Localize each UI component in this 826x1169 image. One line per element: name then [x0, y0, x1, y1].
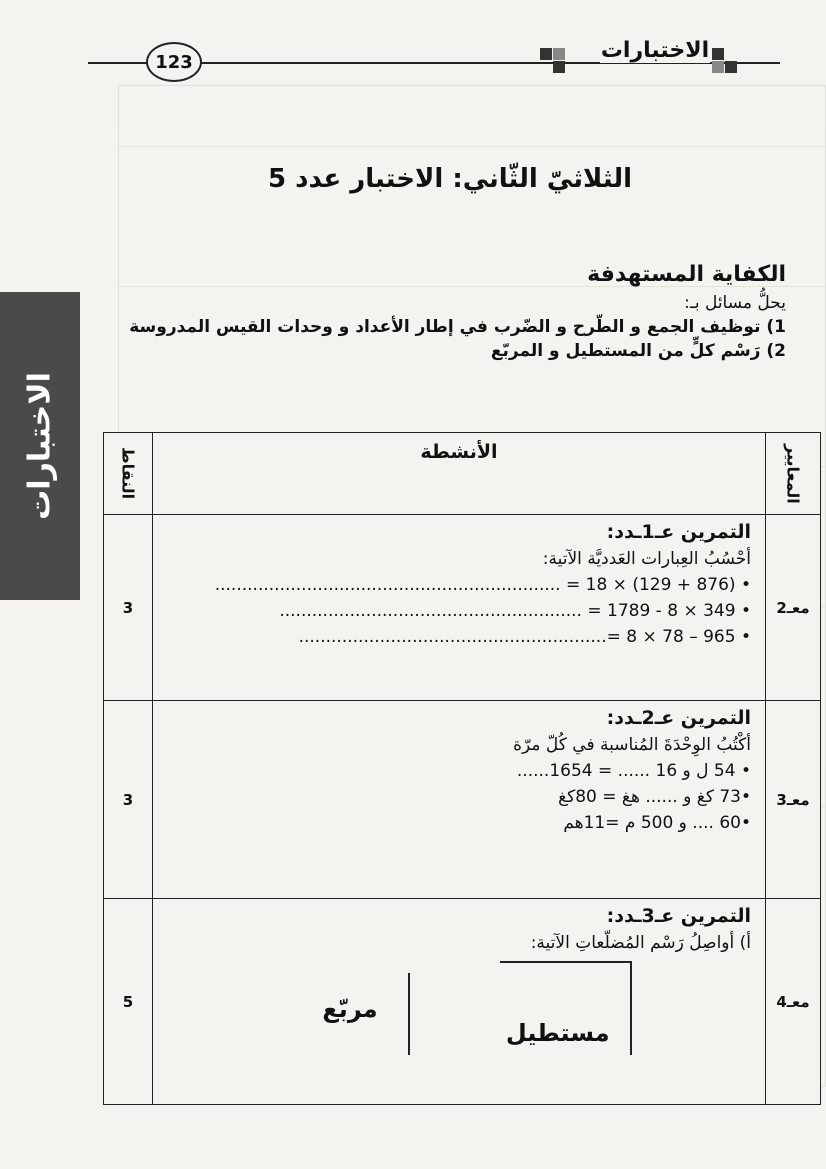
- criteria-cell: معـ4: [766, 899, 821, 1105]
- activities-header: الأنشطة: [153, 433, 766, 515]
- side-tab-label: الاختبارات: [22, 372, 58, 520]
- exercise-line: •60 .... و 500 م =11هم: [563, 813, 751, 833]
- points-header: النقاط: [104, 433, 153, 515]
- exercise-title: التمرين عـ2ـدد:: [606, 707, 751, 729]
- exercise-line: • (876 + 129) × 18 = ................................................................: [214, 575, 751, 595]
- exercise-line: •73 كغ و ...... هغ = 80كغ: [558, 787, 751, 807]
- shapes-area: [163, 963, 751, 1055]
- criteria-cell: معـ2: [766, 515, 821, 701]
- points-cell: 5: [104, 899, 153, 1105]
- header-title: الاختبارات: [600, 38, 710, 63]
- criteria-header: المعايير: [766, 433, 821, 515]
- exercise-line: • 54 ل و 16 ...... = 1654......: [516, 761, 751, 781]
- squares-icon: [540, 48, 566, 74]
- competence-heading: الكفاية المستهدفة: [587, 262, 786, 287]
- table-row: [104, 515, 821, 701]
- exercise-cell: [153, 899, 766, 1105]
- activities-table: [103, 432, 821, 1105]
- page-title: الثلاثيّ الثّاني: الاختبار عدد 5: [200, 164, 700, 194]
- points-cell: 3: [104, 515, 153, 701]
- exercise-instruction: أحْسُبُ العِبارات العَدديَّة الآتية:: [542, 549, 751, 569]
- competence-section: [106, 262, 786, 365]
- exercise-title: التمرين عـ3ـدد:: [606, 905, 751, 927]
- squares-icon: [712, 48, 738, 74]
- square-start-line: [408, 973, 410, 1055]
- competence-item: 2) رَسْم كلٍّ من المستطيل و المربّع: [490, 341, 786, 361]
- exercise-cell: [153, 701, 766, 899]
- exercise-cell: [153, 515, 766, 701]
- page-number: 123: [146, 42, 202, 82]
- square-label: مربّع: [322, 995, 378, 1023]
- criteria-cell: معـ3: [766, 701, 821, 899]
- table-row: [104, 701, 821, 899]
- exercise-instruction: أكْتُبُ الوِحْدَةَ المُناسبة في كُلّ مرّة: [513, 735, 751, 755]
- exercise-line: • 349 × 8 - 1789 = ........................................................: [279, 601, 751, 621]
- rectangle-label: مستطيل: [505, 1019, 610, 1047]
- rectangle-shape: [500, 961, 632, 1055]
- points-cell: 3: [104, 701, 153, 899]
- table-row: [104, 899, 821, 1105]
- competence-intro: يحلُّ مسائل بـ:: [684, 293, 786, 313]
- competence-item: 1) توظيف الجمع و الطّرح و الضّرب في إطار الأعداد و وحدات القيس المدروسة: [129, 317, 786, 337]
- exercise-title: التمرين عـ1ـدد:: [606, 521, 751, 543]
- exercise-line: • 965 – 78 × 8 =.........................................................: [298, 627, 751, 647]
- exercise-instruction: أ) أواصِلُ رَسْم المُضلّعاتِ الآتية:: [530, 933, 751, 953]
- table-header-row: [104, 433, 821, 515]
